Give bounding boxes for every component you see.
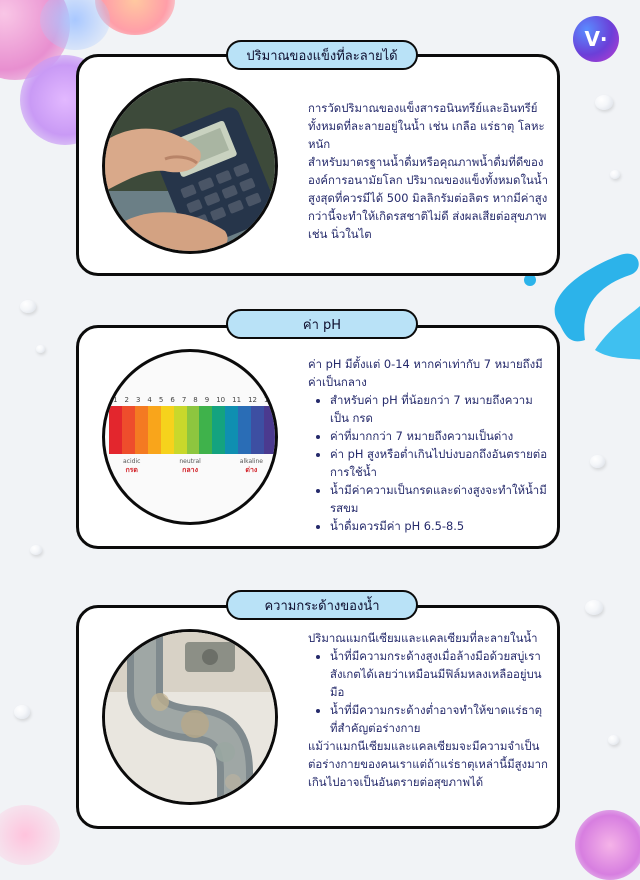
ph-number: 8 (193, 396, 198, 404)
ph-color-segment (122, 406, 135, 454)
ph-scale-numbers (113, 396, 273, 404)
ph-number: 6 (170, 396, 175, 404)
water-drop (585, 600, 603, 615)
ph-color-segment (148, 406, 161, 454)
ph-number: 1 (113, 396, 118, 404)
list-item: • น้ำมีค่าความเป็นกรดและด่างสูงจะทำให้น้ำมีรสขม (330, 481, 548, 517)
ph-color-segment (225, 406, 238, 454)
ph-number: 13 (263, 396, 273, 404)
ph-number: 5 (158, 396, 164, 404)
ph-color-segment (174, 406, 187, 454)
water-drop (608, 735, 619, 745)
ph-number: 9 (204, 396, 210, 404)
corroded-pipe-photo (102, 629, 278, 805)
ph-color-segment (109, 406, 122, 454)
ph-scale-labels (123, 458, 263, 476)
section-title-hardness: ความกระด้างของน้ำ (226, 590, 418, 620)
ph-number: 11 (232, 396, 242, 404)
pink-blob-bottom-left (0, 805, 60, 865)
ph-label-neutral (179, 458, 200, 476)
bullet-list (308, 647, 548, 737)
ph-label-th: กรด (125, 466, 138, 474)
ph-color-segment (161, 406, 174, 454)
section-title-tds: ปริมาณของแข็งที่ละลายได้ (226, 40, 418, 70)
ph-label-acidic (123, 458, 140, 476)
water-drop (595, 95, 613, 110)
ph-label-en: alkaline (239, 458, 263, 465)
list-item: • ค่า pH สูงหรือต่ำเกินไปบ่งบอกถึงอันตรายต่อการใช้น้ำ (330, 445, 548, 481)
outro-text: แม้ว่าแมกนีเซียมและแคลเซียมจะมีความจำเป็นต่อร่างกายของคนเราแต่ถ้าแร่ธาตุเหล่านี้มีสูงมากเกินไปอาจเป็นอันตรายต่อสุขภาพได้ (308, 739, 548, 789)
intro-text: ค่า pH มีตั้งแต่ 0-14 หากค่าเท่ากับ 7 หมายถึงมีค่าเป็นกลาง (308, 357, 543, 389)
section-text-tds (308, 99, 548, 243)
ph-label-en: neutral (179, 458, 201, 465)
list-item: • น้ำที่มีความกระด้างต่ำอาจทำให้ขาดแร่ธาตุที่สำคัญต่อร่างกาย (330, 701, 548, 737)
water-drop (20, 300, 36, 313)
water-drop (590, 455, 605, 468)
ph-scale-chart (102, 349, 278, 525)
ph-color-segment (135, 406, 148, 454)
ph-number: 7 (181, 396, 187, 404)
section-text-ph (308, 355, 548, 535)
tds-meter-photo (102, 78, 278, 254)
ph-number: 3 (135, 396, 141, 404)
paragraph: การวัดปริมาณของแข็งสารอนินทรีย์และอินทรีย์ทั้งหมดที่ละลายอยู่ในน้ำ เช่น เกลือ แร่ธาตุ โลหะหนัก (308, 101, 545, 151)
ph-color-segment (212, 406, 225, 454)
ph-color-segment (199, 406, 212, 454)
ph-color-segment (187, 406, 200, 454)
list-item: • สำหรับค่า pH ที่น้อยกว่า 7 หมายถึงความเป็น กรด (330, 391, 548, 427)
brand-logo[interactable]: V· (573, 16, 619, 62)
list-item: • ค่าที่มากกว่า 7 หมายถึงความเป็นด่าง (330, 427, 548, 445)
section-title-ph: ค่า pH (226, 309, 418, 339)
list-item: • น้ำดื่มควรมีค่า pH 6.5-8.5 (330, 517, 548, 535)
water-drop (36, 345, 45, 353)
ph-label-en: acidic (123, 458, 141, 465)
ph-number: 2 (124, 396, 129, 404)
water-drop (14, 705, 30, 719)
ph-label-alkaline (240, 458, 263, 476)
ph-number: 10 (216, 396, 226, 404)
ph-color-bar (109, 406, 277, 454)
pink-blob-bottom-right (575, 810, 640, 880)
ph-color-segment (238, 406, 251, 454)
ph-label-th: กลาง (182, 466, 199, 474)
water-drop (30, 545, 42, 555)
list-item: • น้ำที่มีความกระด้างสูงเมื่อล้างมือด้วยสบู่เราสังเกตได้เลยว่าเหมือนมีฟิล์มหลงเหลืออยู่บนมือ (330, 647, 548, 701)
section-text-hardness (308, 629, 548, 791)
ph-number: 12 (248, 396, 257, 404)
ph-number: 4 (147, 396, 152, 404)
bullet-list (308, 391, 548, 535)
intro-text: ปริมาณแมกนีเซียมและแคลเซียมที่ละลายในน้ำ (308, 631, 538, 645)
ph-label-th: ด่าง (245, 466, 258, 474)
paragraph: สำหรับมาตรฐานน้ำดื่มหรือคุณภาพน้ำดื่มที่ดีขององค์การอนามัยโลก ปริมาณของแข็งทั้งหมดในน้ำสูงสุดที่ควรมีได้ 500 มิลลิกรัมต่อลิตร หากมีค่าสูงกว่านี้จะทำให้เกิดรสชาติไม่ดี ส่งผลเสียต่อสุขภาพเช่น นิ่วในไต (308, 155, 548, 241)
ph-color-segment (251, 406, 264, 454)
water-drop (610, 170, 620, 179)
